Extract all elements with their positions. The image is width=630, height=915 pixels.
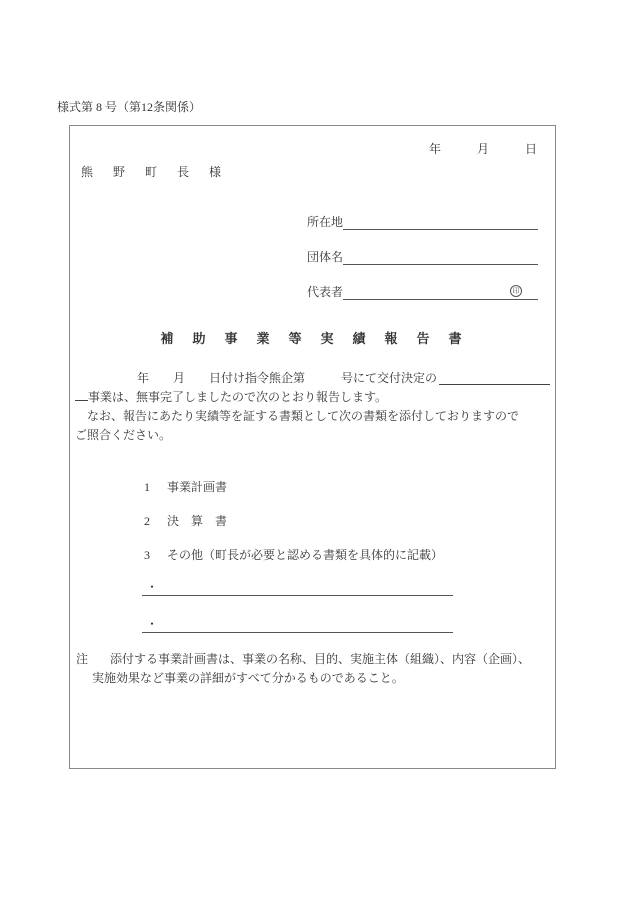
body-line-2-text: 事業は、無事完了しましたので次のとおり報告します。: [88, 390, 388, 404]
item-label: その他（町長が必要と認める書類を具体的に記載）: [167, 548, 444, 562]
applicant-fields: [307, 212, 538, 317]
applicant-field-row-address: [307, 212, 538, 230]
seal-mark-icon: 印: [510, 285, 522, 297]
note-prefix: 注: [76, 652, 89, 666]
item-number: 2: [144, 514, 150, 528]
attachment-item-1: [144, 480, 545, 494]
lead-blank-line: [75, 388, 88, 401]
addressee: 熊 野 町 長 様: [81, 165, 226, 179]
item-number: 1: [144, 480, 150, 494]
field-label-address: 所在地: [307, 215, 344, 229]
body-line-2: [75, 388, 551, 407]
note-line-2: 実施効果など事業の詳細がすべて分かるものであること。: [92, 671, 404, 685]
body-line-3: なお、報告にあたり実績等を証する書類として次の書類を添付しておりますので: [75, 409, 520, 423]
item-label: 決 算 書: [167, 514, 228, 528]
other-document-blank-line-1: [142, 578, 453, 596]
note-line-1-text: 添付する事業計画書は、事業の名称、目的、実施主体（組織）、内容（企画）、: [110, 652, 531, 666]
field-label-representative: 代表者: [307, 285, 344, 299]
field-label-organization: 団体名: [307, 250, 344, 264]
body-line-1-text: 年 月 日付け指令熊企第 号にて交付決定の: [137, 371, 438, 385]
decision-blank-line: [439, 369, 550, 385]
other-document-blank-line-2: [142, 615, 453, 633]
field-blank-line-address: [343, 212, 538, 230]
report-form-box: [69, 125, 556, 769]
date-line: 年 月 日: [428, 142, 541, 156]
bullet-dot: ・: [146, 580, 159, 594]
note-line-1: [76, 650, 552, 669]
body-paragraph: [75, 369, 551, 445]
bullet-dot: ・: [146, 617, 159, 631]
applicant-field-row-organization: [307, 247, 538, 265]
item-label: 事業計画書: [167, 480, 228, 494]
form-number-label: 様式第 8 号（第12条関係）: [57, 100, 202, 114]
attachment-item-2: [144, 514, 545, 528]
body-line-4: ご照合ください。: [75, 428, 172, 442]
note-block: [76, 650, 552, 688]
field-blank-line-representative: [343, 282, 538, 300]
body-line-1: [75, 369, 551, 388]
applicant-field-row-representative: [307, 282, 538, 300]
item-number: 3: [144, 548, 150, 562]
document-title: 補 助 事 業 等 実 績 報 告 書: [160, 331, 465, 346]
attachment-list: [144, 480, 545, 582]
attachment-item-3: [144, 548, 545, 562]
field-blank-line-organization: [343, 247, 538, 265]
